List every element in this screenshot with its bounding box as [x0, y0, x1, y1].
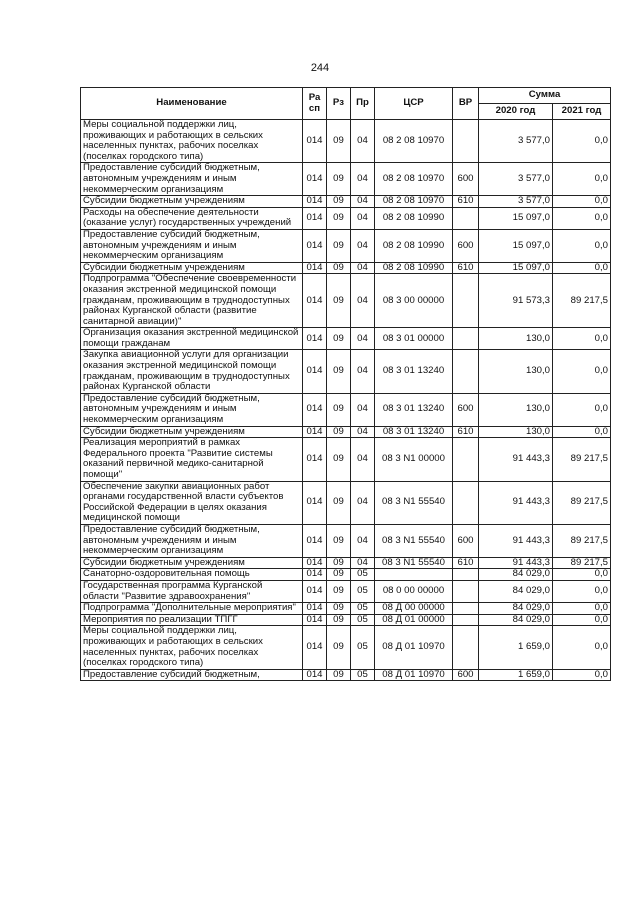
- row-rz: 09: [327, 196, 351, 208]
- row-name: Предоставление субсидий бюджетным, автономным учреждениям и иным некоммерческим организациям: [81, 524, 303, 557]
- row-pr: 05: [351, 580, 375, 602]
- row-sum-2020: 15 097,0: [479, 262, 553, 274]
- table-row: [81, 229, 611, 262]
- row-pr: 04: [351, 207, 375, 229]
- row-name: Меры социальной поддержки лиц, проживающих и работающих в сельских населенных пунктах, рабочих поселках (поселках городского типа): [81, 626, 303, 669]
- row-rasp: 014: [303, 580, 327, 602]
- row-rz: 09: [327, 524, 351, 557]
- row-rasp: 014: [303, 669, 327, 681]
- row-sum-2020: 84 029,0: [479, 614, 553, 626]
- row-pr: 04: [351, 426, 375, 438]
- row-sum-2020: 15 097,0: [479, 207, 553, 229]
- row-sum-2021: 0,0: [553, 669, 611, 681]
- row-rz: 09: [327, 207, 351, 229]
- row-sum-2021: 0,0: [553, 626, 611, 669]
- row-csr: 08 2 08 10970: [375, 120, 453, 163]
- table-row: [81, 669, 611, 681]
- row-pr: 05: [351, 669, 375, 681]
- table-row: [81, 262, 611, 274]
- row-csr: 08 Д 01 10970: [375, 669, 453, 681]
- row-rz: 09: [327, 614, 351, 626]
- row-rz: 09: [327, 481, 351, 524]
- row-pr: 04: [351, 350, 375, 393]
- table-row: [81, 481, 611, 524]
- row-rz: 09: [327, 163, 351, 196]
- table-row: [81, 557, 611, 569]
- row-sum-2021: 89 217,5: [553, 557, 611, 569]
- row-sum-2020: 91 573,3: [479, 274, 553, 328]
- row-csr: 08 2 08 10990: [375, 207, 453, 229]
- row-name: Санаторно-оздоровительная помощь: [81, 569, 303, 581]
- row-pr: 04: [351, 481, 375, 524]
- row-rz: 09: [327, 262, 351, 274]
- row-sum-2021: 0,0: [553, 328, 611, 350]
- row-rasp: 014: [303, 207, 327, 229]
- row-rz: 09: [327, 426, 351, 438]
- row-rz: 09: [327, 229, 351, 262]
- row-name: Мероприятия по реализации ТПГГ: [81, 614, 303, 626]
- table-row: [81, 196, 611, 208]
- row-sum-2020: 1 659,0: [479, 669, 553, 681]
- row-csr: 08 3 01 00000: [375, 328, 453, 350]
- row-rasp: 014: [303, 481, 327, 524]
- row-sum-2021: 0,0: [553, 580, 611, 602]
- row-sum-2021: 0,0: [553, 207, 611, 229]
- row-vr: [453, 569, 479, 581]
- row-rz: 09: [327, 557, 351, 569]
- row-sum-2020: 130,0: [479, 350, 553, 393]
- row-vr: [453, 120, 479, 163]
- row-csr: 08 3 N1 55540: [375, 557, 453, 569]
- row-vr: 610: [453, 262, 479, 274]
- table-row: [81, 626, 611, 669]
- row-rz: 09: [327, 350, 351, 393]
- row-name: Обеспечение закупки авиационных работ органами государственной власти субъектов Российской Федерации в целях оказания медицинской помощи: [81, 481, 303, 524]
- row-rasp: 014: [303, 350, 327, 393]
- header-rasp: Ра сп: [303, 88, 327, 120]
- row-rasp: 014: [303, 614, 327, 626]
- row-csr: 08 3 00 00000: [375, 274, 453, 328]
- budget-table: [80, 87, 611, 681]
- header-name: Наименование: [81, 88, 303, 120]
- row-rasp: 014: [303, 120, 327, 163]
- row-pr: 04: [351, 120, 375, 163]
- row-vr: [453, 626, 479, 669]
- row-rasp: 014: [303, 229, 327, 262]
- table-row: [81, 580, 611, 602]
- row-sum-2020: 15 097,0: [479, 229, 553, 262]
- row-vr: 600: [453, 524, 479, 557]
- row-rz: 09: [327, 669, 351, 681]
- row-rz: 09: [327, 603, 351, 615]
- header-2021: 2021 год: [553, 104, 611, 120]
- row-rasp: 014: [303, 438, 327, 481]
- row-vr: 600: [453, 229, 479, 262]
- row-sum-2020: 84 029,0: [479, 569, 553, 581]
- row-sum-2020: 91 443,3: [479, 481, 553, 524]
- row-name: Реализация мероприятий в рамках Федерального проекта "Развитие системы оказаний первичной медико-санитарной помощи": [81, 438, 303, 481]
- row-rasp: 014: [303, 393, 327, 426]
- row-rz: 09: [327, 580, 351, 602]
- table-row: [81, 524, 611, 557]
- row-vr: [453, 580, 479, 602]
- row-sum-2021: 0,0: [553, 426, 611, 438]
- table-row: [81, 350, 611, 393]
- table-body: [81, 120, 611, 681]
- row-csr: 08 Д 01 10970: [375, 626, 453, 669]
- row-pr: 04: [351, 196, 375, 208]
- table-row: [81, 328, 611, 350]
- row-name: Подпрограмма "Обеспечение своевременности оказания экстренной медицинской помощи гражданам, проживающим в труднодоступных районах Курганской области (развитие санитарной авиации)": [81, 274, 303, 328]
- header-rz: Рз: [327, 88, 351, 120]
- row-csr: 08 3 01 13240: [375, 393, 453, 426]
- row-sum-2021: 0,0: [553, 229, 611, 262]
- row-name: Субсидии бюджетным учреждениям: [81, 426, 303, 438]
- row-name: Субсидии бюджетным учреждениям: [81, 262, 303, 274]
- row-pr: 04: [351, 393, 375, 426]
- row-sum-2021: 0,0: [553, 614, 611, 626]
- row-sum-2020: 3 577,0: [479, 163, 553, 196]
- row-name: Подпрограмма "Дополнительные мероприятия": [81, 603, 303, 615]
- row-rasp: 014: [303, 524, 327, 557]
- row-vr: 600: [453, 163, 479, 196]
- header-sum: Сумма: [479, 88, 611, 104]
- header-csr: ЦСР: [375, 88, 453, 120]
- row-name: Расходы на обеспечение деятельности (оказание услуг) государственных учреждений: [81, 207, 303, 229]
- row-rz: 09: [327, 328, 351, 350]
- row-csr: 08 Д 00 00000: [375, 603, 453, 615]
- row-vr: [453, 328, 479, 350]
- row-sum-2021: 0,0: [553, 603, 611, 615]
- row-name: Предоставление субсидий бюджетным,: [81, 669, 303, 681]
- row-rasp: 014: [303, 626, 327, 669]
- table-row: [81, 426, 611, 438]
- row-pr: 04: [351, 328, 375, 350]
- row-vr: [453, 614, 479, 626]
- row-sum-2020: 91 443,3: [479, 524, 553, 557]
- table-row: [81, 614, 611, 626]
- row-pr: 04: [351, 438, 375, 481]
- row-csr: 08 2 08 10970: [375, 163, 453, 196]
- row-csr: [375, 569, 453, 581]
- row-pr: 05: [351, 614, 375, 626]
- row-sum-2021: 0,0: [553, 350, 611, 393]
- row-sum-2021: 89 217,5: [553, 481, 611, 524]
- row-sum-2021: 89 217,5: [553, 438, 611, 481]
- row-csr: 08 0 00 00000: [375, 580, 453, 602]
- table-row: [81, 393, 611, 426]
- row-sum-2020: 3 577,0: [479, 196, 553, 208]
- row-name: Закупка авиационной услуги для организации оказания экстренной медицинской помощи гражданам, проживающим в труднодоступных районах Курганской области: [81, 350, 303, 393]
- table-row: [81, 438, 611, 481]
- row-csr: 08 3 N1 00000: [375, 438, 453, 481]
- row-rasp: 014: [303, 569, 327, 581]
- row-sum-2020: 84 029,0: [479, 580, 553, 602]
- page-number: 244: [310, 62, 330, 74]
- row-pr: 05: [351, 626, 375, 669]
- row-csr: 08 2 08 10970: [375, 196, 453, 208]
- row-vr: [453, 207, 479, 229]
- row-name: Предоставление субсидий бюджетным, автономным учреждениям и иным некоммерческим организациям: [81, 393, 303, 426]
- row-pr: 04: [351, 163, 375, 196]
- row-vr: 610: [453, 426, 479, 438]
- row-csr: 08 2 08 10990: [375, 262, 453, 274]
- row-sum-2020: 1 659,0: [479, 626, 553, 669]
- row-vr: [453, 274, 479, 328]
- row-name: Предоставление субсидий бюджетным, автономным учреждениям и иным некоммерческим организациям: [81, 163, 303, 196]
- row-vr: [453, 603, 479, 615]
- row-csr: 08 Д 01 00000: [375, 614, 453, 626]
- row-name: Меры социальной поддержки лиц, проживающих и работающих в сельских населенных пунктах, рабочих поселках (поселках городского типа): [81, 120, 303, 163]
- row-sum-2020: 3 577,0: [479, 120, 553, 163]
- row-sum-2020: 130,0: [479, 426, 553, 438]
- row-rz: 09: [327, 393, 351, 426]
- row-pr: 05: [351, 569, 375, 581]
- row-sum-2021: 89 217,5: [553, 274, 611, 328]
- row-rz: 09: [327, 120, 351, 163]
- row-vr: [453, 350, 479, 393]
- row-rz: 09: [327, 438, 351, 481]
- row-csr: 08 3 N1 55540: [375, 524, 453, 557]
- row-name: Государственная программа Курганской области "Развитие здравоохранения": [81, 580, 303, 602]
- row-csr: 08 3 01 13240: [375, 350, 453, 393]
- row-sum-2020: 130,0: [479, 393, 553, 426]
- row-rasp: 014: [303, 163, 327, 196]
- header-2020: 2020 год: [479, 104, 553, 120]
- row-vr: 600: [453, 393, 479, 426]
- header-vr: ВР: [453, 88, 479, 120]
- table-row: [81, 163, 611, 196]
- table-row: [81, 207, 611, 229]
- row-vr: [453, 481, 479, 524]
- row-name: Субсидии бюджетным учреждениям: [81, 196, 303, 208]
- row-csr: 08 3 N1 55540: [375, 481, 453, 524]
- row-rasp: 014: [303, 262, 327, 274]
- row-sum-2021: 0,0: [553, 569, 611, 581]
- row-pr: 04: [351, 524, 375, 557]
- row-sum-2021: 89 217,5: [553, 524, 611, 557]
- row-sum-2021: 0,0: [553, 120, 611, 163]
- row-rz: 09: [327, 626, 351, 669]
- row-sum-2020: 130,0: [479, 328, 553, 350]
- row-sum-2021: 0,0: [553, 262, 611, 274]
- row-rasp: 014: [303, 328, 327, 350]
- table-row: [81, 120, 611, 163]
- row-pr: 04: [351, 229, 375, 262]
- row-sum-2021: 0,0: [553, 196, 611, 208]
- row-rz: 09: [327, 274, 351, 328]
- row-name: Предоставление субсидий бюджетным, автономным учреждениям и иным некоммерческим организациям: [81, 229, 303, 262]
- row-sum-2021: 0,0: [553, 163, 611, 196]
- row-name: Субсидии бюджетным учреждениям: [81, 557, 303, 569]
- row-sum-2021: 0,0: [553, 393, 611, 426]
- row-rasp: 014: [303, 274, 327, 328]
- row-sum-2020: 91 443,3: [479, 438, 553, 481]
- row-rasp: 014: [303, 603, 327, 615]
- row-rasp: 014: [303, 557, 327, 569]
- row-vr: [453, 438, 479, 481]
- table-row: [81, 569, 611, 581]
- row-vr: 610: [453, 557, 479, 569]
- row-vr: 600: [453, 669, 479, 681]
- header-pr: Пр: [351, 88, 375, 120]
- row-vr: 610: [453, 196, 479, 208]
- row-rz: 09: [327, 569, 351, 581]
- row-csr: 08 2 08 10990: [375, 229, 453, 262]
- row-pr: 04: [351, 262, 375, 274]
- table-row: [81, 603, 611, 615]
- row-pr: 05: [351, 603, 375, 615]
- row-sum-2020: 91 443,3: [479, 557, 553, 569]
- row-name: Организация оказания экстренной медицинской помощи гражданам: [81, 328, 303, 350]
- row-pr: 04: [351, 557, 375, 569]
- row-rasp: 014: [303, 196, 327, 208]
- row-rasp: 014: [303, 426, 327, 438]
- row-csr: 08 3 01 13240: [375, 426, 453, 438]
- table-row: [81, 274, 611, 328]
- row-pr: 04: [351, 274, 375, 328]
- row-sum-2020: 84 029,0: [479, 603, 553, 615]
